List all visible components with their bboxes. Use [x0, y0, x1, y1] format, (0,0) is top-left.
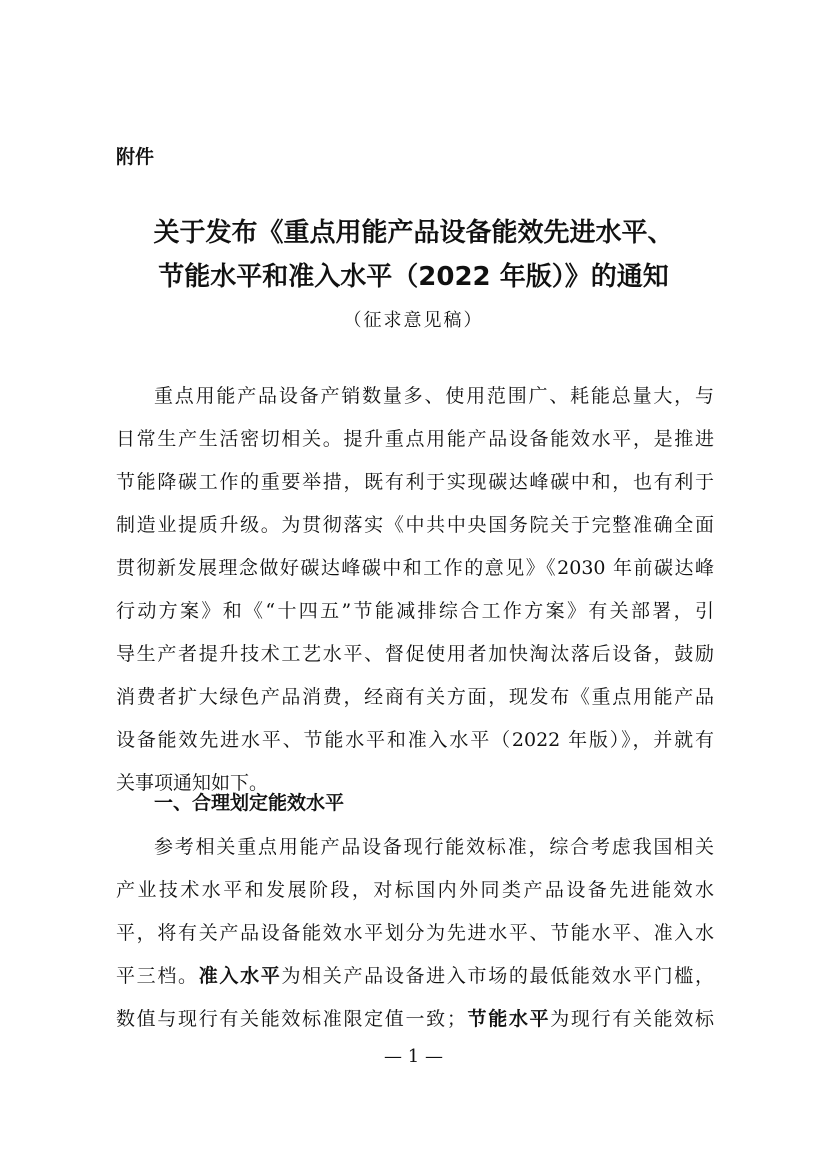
paragraph-line: 节能降碳工作的重要举措，既有利于实现碳达峰碳中和，也有利于	[116, 471, 714, 493]
term-access-level: 准入水平	[198, 965, 282, 987]
paragraph-line: 消费者扩大绿色产品消费，经商有关方面，现发布《重点用能产品	[116, 686, 714, 708]
paragraph-line: 日常生产生活密切相关。提升重点用能产品设备能效水平，是推进	[116, 428, 714, 450]
paragraph-line: 设备能效先进水平、节能水平和准入水平（2022 年版）》，并就有	[116, 729, 714, 751]
document-title-line-1: 关于发布《重点用能产品设备能效先进水平、	[153, 218, 674, 248]
text-segment: 为现行有关能效标	[550, 1008, 714, 1030]
section-heading: 一、合理划定能效水平	[154, 792, 345, 814]
paragraph-line	[116, 1007, 714, 1031]
paragraph-line: 参考相关重点用能产品设备现行能效标准，综合考虑我国相关	[154, 836, 714, 858]
paragraph-line: 贯彻新发展理念做好碳达峰碳中和工作的意见》《2030 年前碳达峰	[116, 557, 714, 579]
attachment-label: 附件	[116, 146, 155, 168]
draft-note: （征求意见稿）	[343, 310, 484, 331]
text-segment: 平三档。	[116, 965, 199, 987]
paragraph-line	[116, 964, 714, 988]
paragraph-line: 平，将有关产品设备能效水平划分为先进水平、节能水平、准入水	[116, 922, 714, 944]
page-number: — 1 —	[384, 1046, 443, 1067]
document-title-line-2: 节能水平和准入水平（2022 年版）》的通知	[158, 262, 669, 292]
paragraph-line: 产业技术水平和发展阶段，对标国内外同类产品设备先进能效水	[116, 879, 714, 901]
paragraph-line: 关事项通知如下。	[116, 772, 269, 794]
paragraph-line: 行动方案》和《“十四五”节能减排综合工作方案》有关部署，引	[116, 600, 714, 622]
paragraph-line: 导生产者提升技术工艺水平、督促使用者加快淘汰落后设备，鼓励	[116, 643, 714, 665]
paragraph-line: 制造业提质升级。为贯彻落实《中共中央国务院关于完整准确全面	[116, 514, 714, 536]
term-energy-saving-level: 节能水平	[465, 1008, 551, 1030]
text-segment: 数值与现行有关能效标准限定值一致；	[116, 1008, 466, 1030]
paragraph-line: 重点用能产品设备产销数量多、使用范围广、耗能总量大，与	[154, 385, 714, 407]
text-segment: 为相关产品设备进入市场的最低能效水平门槛，	[281, 965, 714, 987]
